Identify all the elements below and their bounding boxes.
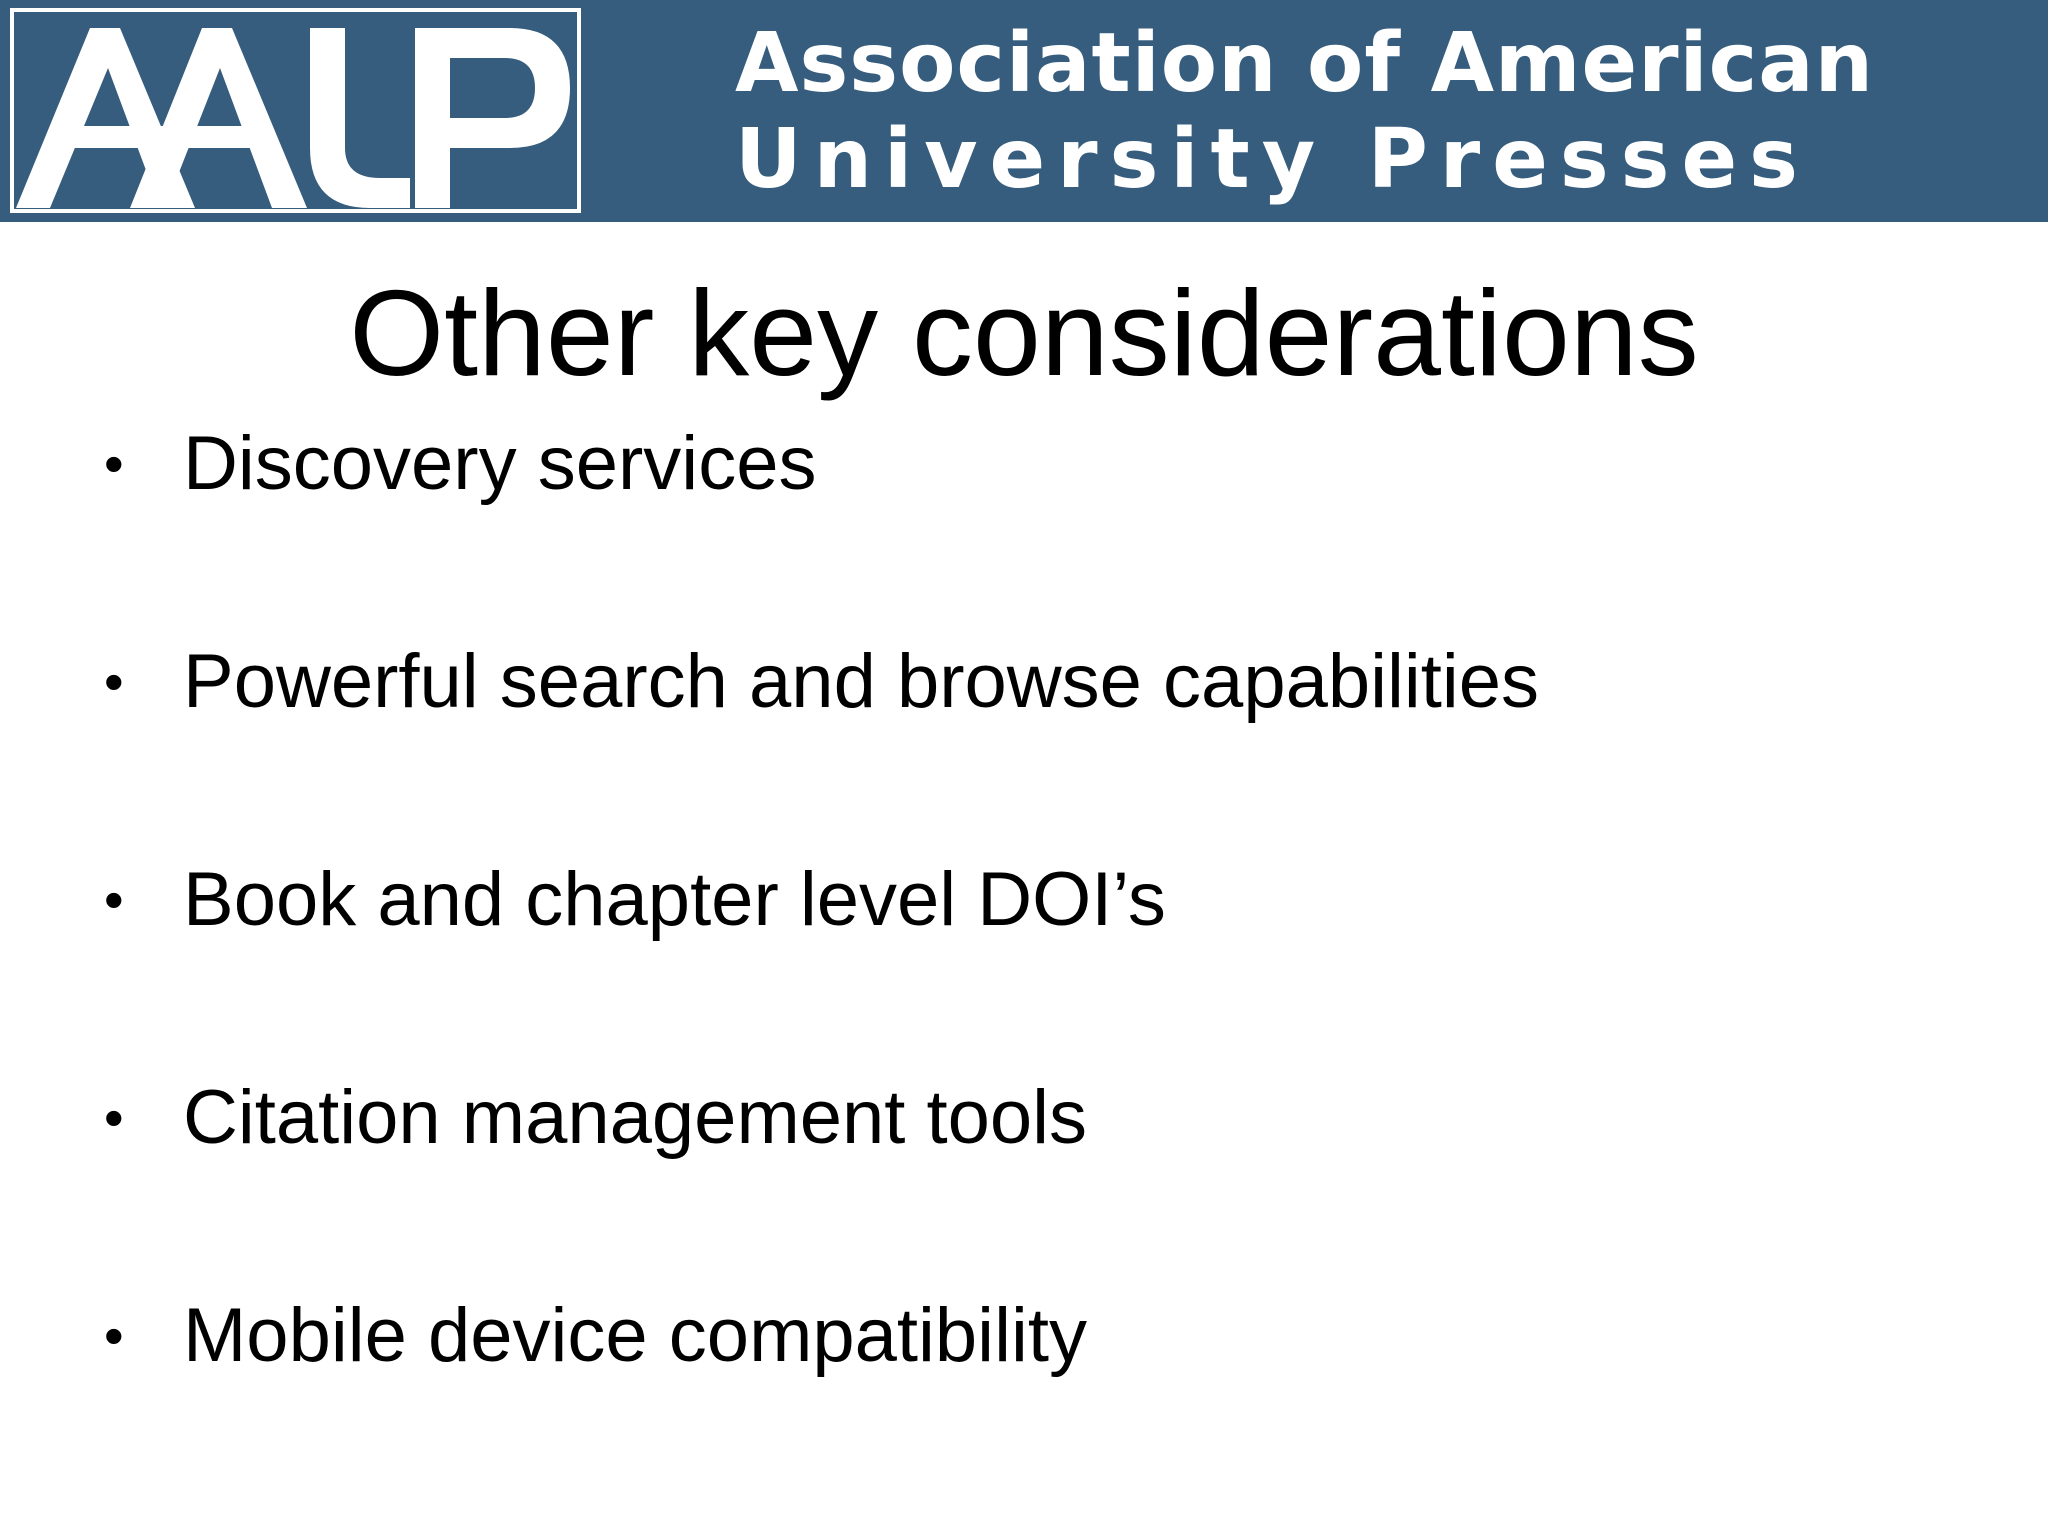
slide-title: Other key considerations [349, 265, 1699, 401]
bullet-dot: • [104, 432, 124, 495]
bullet-dot: • [104, 1086, 124, 1149]
bullet-item [0, 1068, 2048, 1168]
aaup-logo [10, 8, 581, 213]
bullet-text: Book and chapter level DOI’s [183, 857, 1166, 942]
bullet-dot: • [104, 650, 124, 713]
bullet-text: Discovery services [183, 421, 817, 506]
bullet-item [0, 632, 2048, 732]
bullet-item [0, 850, 2048, 950]
organization-name-line1: Association of American [735, 16, 1874, 111]
organization-name-line2: University Presses [735, 112, 1810, 207]
header-band [0, 0, 2048, 222]
bullet-dot: • [104, 1304, 124, 1367]
bullet-item [0, 414, 2048, 514]
bullet-dot: • [104, 868, 124, 931]
bullet-item [0, 1286, 2048, 1386]
bullet-text: Citation management tools [183, 1075, 1088, 1160]
organization-name [735, 16, 2025, 208]
bullet-text: Powerful search and browse capabilities [183, 639, 1540, 724]
bullet-text: Mobile device compatibility [183, 1293, 1087, 1378]
